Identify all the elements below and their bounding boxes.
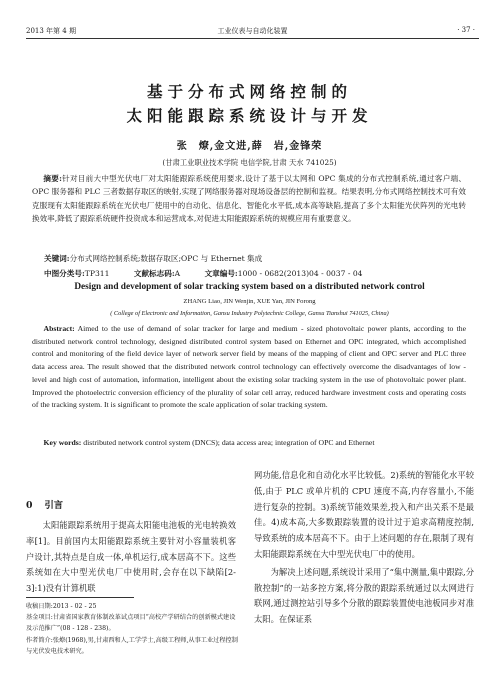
- english-abstract: [32, 323, 466, 412]
- doc-code-label: 文献标志码:: [133, 269, 175, 278]
- section-number: 0: [26, 500, 33, 511]
- clc-label: 中图分类号:: [44, 269, 85, 278]
- journal-name: 工业仪表与自动化装置: [217, 27, 288, 35]
- footnotes: [26, 601, 238, 657]
- footnote-author: 作者简介:张燎(1968),男,甘肃西和人,工学学士,高级工程师,从事工业过程控制与光伏发电技术研究。: [26, 636, 238, 655]
- body-right-paragraph-1: 网功能,信息化和自动化水平比较低。2)系统的智能化水平较低,由于 PLC 或单片机的 CPU 速度不高,内存容量小,不能进行复杂的控制。3)系统节能效果差,投入和产出关系不是最佳。4)成本高,大多数跟踪装置的设计过于追求高精度控制,导致系统的成本居高不下。由于上述问题的存在,限制了现有太阳能跟踪系统在大中型光伏电厂中的使用。: [254, 470, 474, 559]
- english-keywords-label: Key words:: [43, 438, 82, 447]
- body-left-column: 太阳能跟踪系统用于提高太阳能电池板的光电转换效率[1]。目前国内太阳能跟踪系统主要针对小容量装机客户设计,其特点是自成一体,单机运行,成本居高不下。这些系统如在大中型光伏电厂中使用时,会存在以下缺陷[2-3]:1)没有计算机联: [26, 520, 236, 594]
- english-title: Design and development of solar tracking system based on a distributed network control: [74, 282, 425, 292]
- abstract-cn-label: 摘要:: [43, 174, 62, 183]
- english-keywords-text: distributed network control system (DNCS); data access area; integration of OPC and Ethernet: [83, 438, 375, 447]
- clc-value: TP311: [84, 269, 110, 278]
- authors-cn: 张 燎,金文进,薛 岩,金锋荣: [176, 141, 323, 152]
- english-keywords: [32, 437, 466, 450]
- issue-label: 2013 年第 4 期: [26, 27, 76, 35]
- section-title: 引言: [44, 500, 64, 511]
- abstract-cn: [32, 172, 466, 225]
- footnote-rule: [26, 597, 134, 598]
- classification-line: [44, 268, 384, 279]
- keywords-cn: [44, 253, 262, 264]
- page-number: · 37 ·: [457, 26, 475, 34]
- body-right-paragraph-2: 为解决上述问题,系统设计采用了“集中测量,集中跟踪,分散控制”的一站多控方案,将分散的跟踪系统通过以太网进行联网,通过测控站引导多个分散的跟踪装置使电池板同步对准太阳。在保证系: [254, 566, 474, 625]
- article-no-label: 文章编号:: [204, 269, 238, 278]
- paper-title-line1: 基于分布式网络控制的: [146, 82, 352, 101]
- english-abstract-text: Aimed to the use of demand of solar tracker for large and medium - sized photovoltaic power plants, according to the distributed network control technology, designed distributed control system based on Ethernet and OPC integrated, which accomplished control and monitoring of the field device layer of network server field by means of the mapping of client and OPC server and PLC three data access area. The result showed that the distributed network control technology can effectively overcome the disadvantages of low - level and high cost of automation, information, intelligent about the existing solar tracking system in the use of photovoltaic power plant. Improved the photoelectric conversion efficiency of the plurality of solar cell array, reduced hardware investment costs and operating costs of the tracking system. It is significant to promote the scale application of solar tracking system.: [32, 324, 466, 410]
- keywords-cn-label: 关键词:: [44, 254, 70, 263]
- paper-title-line2: 太阳能跟踪系统设计与开发: [126, 106, 373, 125]
- running-header: [26, 24, 479, 39]
- article-no-value: 1000 - 0682(2013)04 - 0037 - 04: [237, 269, 363, 278]
- english-abstract-label: Abstract:: [43, 324, 75, 333]
- footnote-received: 收稿日期:2013 - 02 - 25: [26, 603, 97, 610]
- footnote-fund: 基金项目:甘肃省国家教育体制改革试点项目“高校产学研结合的创新模式建设及示范推广”(08 - 128 - 238)。: [26, 614, 236, 633]
- affiliation-cn: (甘肃工业职业技术学院 电信学院,甘肃 天水 741025): [162, 158, 337, 167]
- english-authors: ZHANG Liao, JIN Wenjin, XUE Yan, JIN Forong: [183, 298, 316, 305]
- section-heading: [26, 497, 236, 511]
- abstract-cn-text: 针对目前大中型光伏电厂对太阳能跟踪系统使用要求,设计了基于以太网和 OPC 集成的分布式控制系统,通过客户端、OPC 服务器和 PLC 三者数据存取区的映射,实现了网络服务器对现场设备层的控制和监视。结果表明,分布式网络控制技术可有效克服现有太阳能跟踪系统在光伏电厂使用中的自动化、信息化、智能化水平低,成本高等缺陷,提高了多个太阳能光伏阵列的光电转换效率,降低了跟踪系统硬件投资成本和运营成本,对促进太阳能跟踪系统的规模应用有重要意义。: [32, 174, 466, 223]
- english-affiliation: ( College of Electronic and Information, Gansu Industry Polytechnic College, Gansu Tianshui 741025, China): [110, 310, 389, 317]
- doc-code-value: A: [174, 269, 181, 278]
- keywords-cn-text: 分布式网络控制系统;数据存取区;OPC 与 Ethernet 集成: [69, 254, 263, 263]
- body-right-column: [254, 468, 474, 628]
